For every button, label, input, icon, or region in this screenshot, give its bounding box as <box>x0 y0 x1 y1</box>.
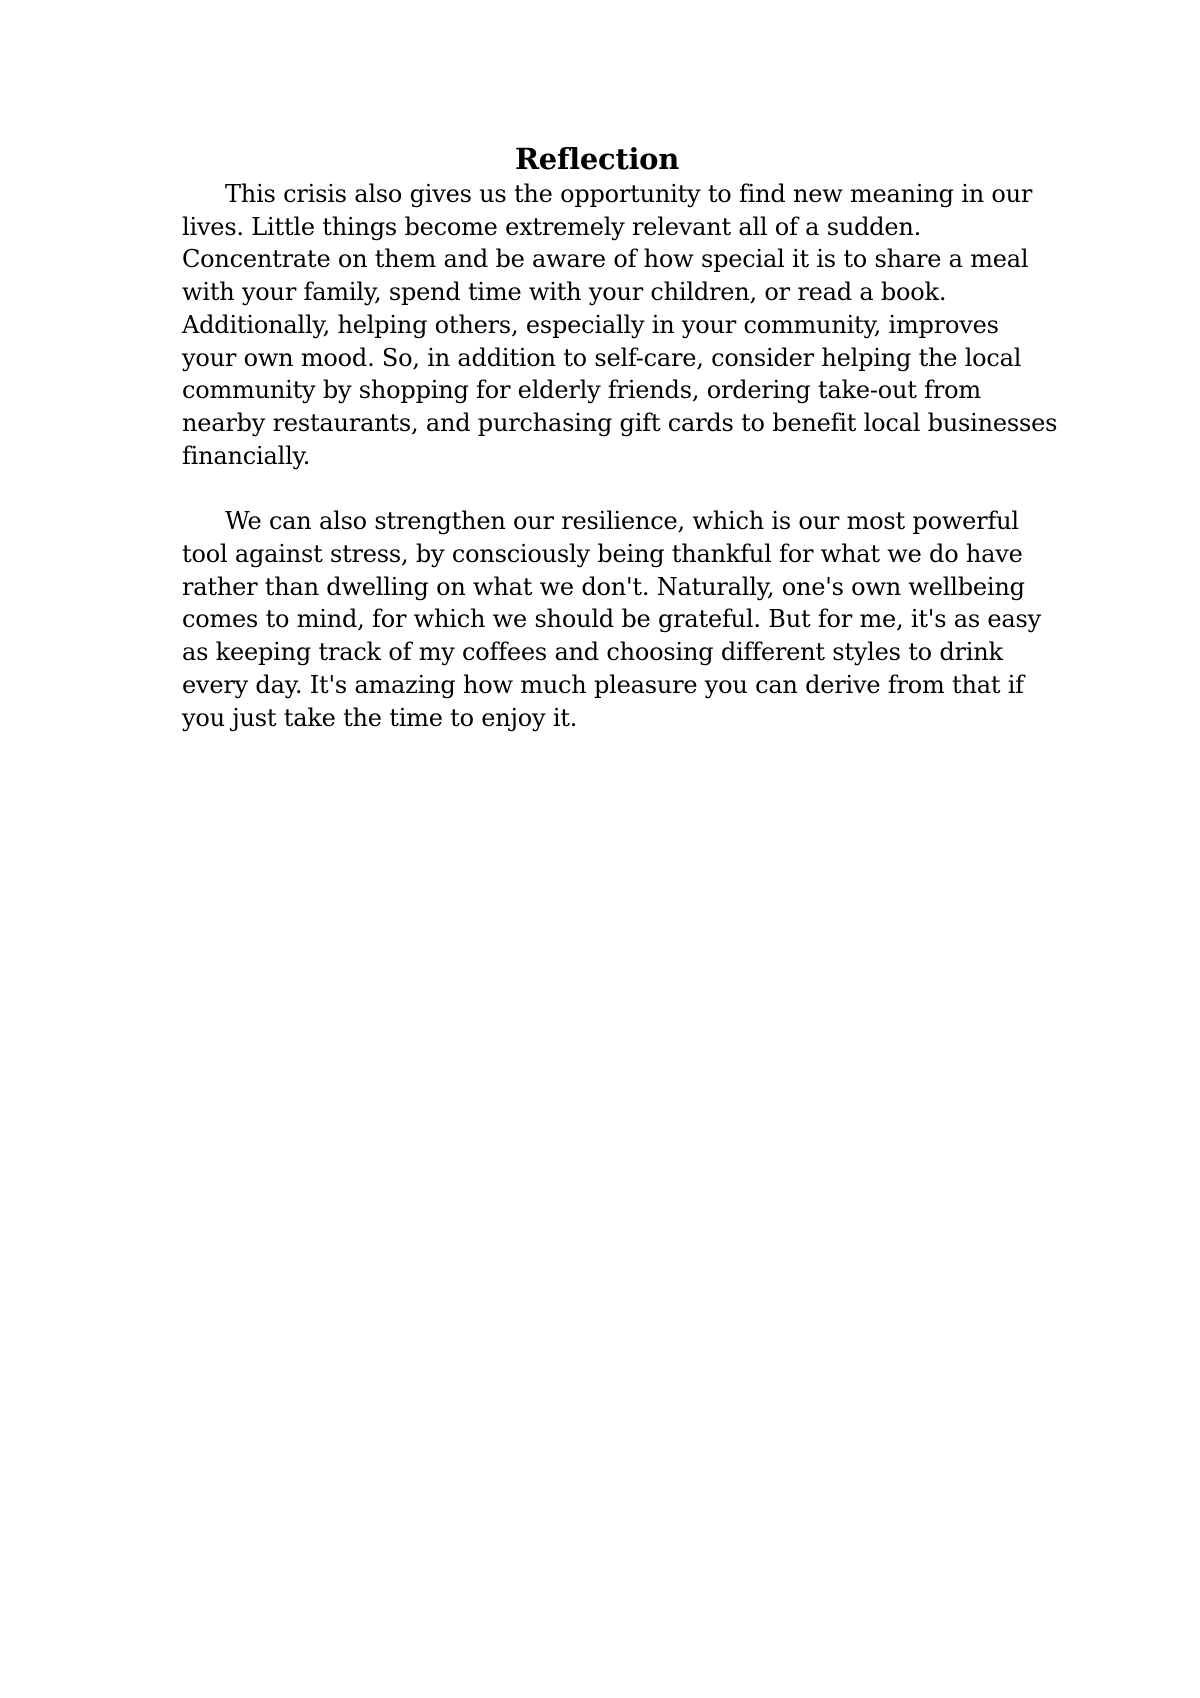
paragraph-line: community by shopping for elderly friends, ordering take-out from <box>182 376 981 405</box>
paragraph-line: Additionally, helping others, especially in your community, improves <box>182 310 999 339</box>
paragraph-line: This crisis also gives us the opportunity to find new meaning in our <box>225 180 1033 208</box>
document-title: Reflection <box>515 142 679 176</box>
paragraph-line: every day. It's amazing how much pleasure you can derive from that if <box>182 670 1024 699</box>
paragraph-2 <box>182 505 1041 734</box>
document-body <box>182 140 1058 734</box>
paragraph-1 <box>182 178 1058 472</box>
paragraph-line: comes to mind, for which we should be grateful. But for me, it's as easy <box>182 605 1041 634</box>
paragraph-line: tool against stress, by consciously being thankful for what we do have <box>182 540 1023 569</box>
paragraph-line: We can also strengthen our resilience, which is our most powerful <box>225 507 1019 536</box>
paragraph-line: you just take the time to enjoy it. <box>182 703 578 732</box>
paragraph-line: nearby restaurants, and purchasing gift cards to benefit local businesses <box>182 408 1058 437</box>
paragraph-line: lives. Little things become extremely relevant all of a sudden. <box>182 212 922 241</box>
paragraph-line: financially. <box>182 441 311 470</box>
paragraph-spacer <box>182 472 1012 505</box>
paragraph-line: with your family, spend time with your children, or read a book. <box>182 278 947 307</box>
paragraph-line: your own mood. So, in addition to self-care, consider helping the local <box>182 343 1022 372</box>
paragraph-line: as keeping track of my coffees and choosing different styles to drink <box>182 638 1003 667</box>
paragraph-line: Concentrate on them and be aware of how special it is to share a meal <box>182 245 1029 274</box>
paragraph-line: rather than dwelling on what we don't. Naturally, one's own wellbeing <box>182 572 1025 601</box>
